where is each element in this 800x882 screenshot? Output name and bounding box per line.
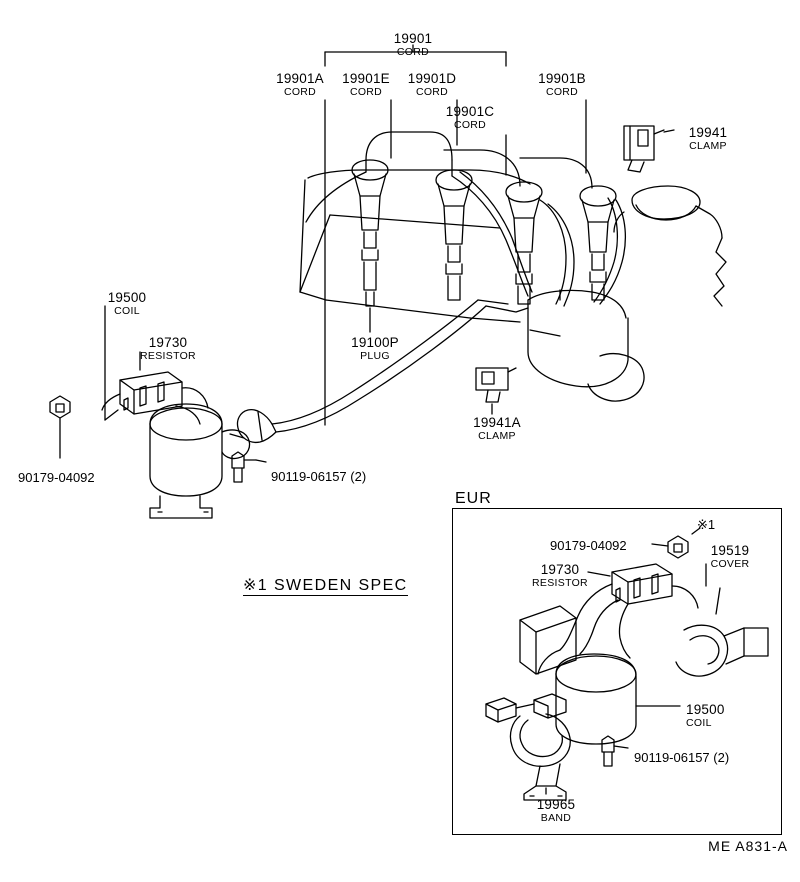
part-label-19901C: 19901C CORD — [445, 104, 495, 131]
part-label-19941A: 19941A CLAMP — [473, 415, 521, 442]
clamp-19941 — [624, 126, 664, 172]
part-number-90119-06157-eur: 90119-06157 (2) — [634, 750, 730, 765]
part-label-19500-eur: 19500 COIL — [686, 702, 725, 729]
part-label-19100P: 19100P PLUG — [351, 335, 399, 362]
cord-19901A-to-coil — [272, 300, 478, 424]
part-label-19941: 19941 CLAMP — [688, 125, 728, 152]
sweden-spec-note — [243, 575, 408, 595]
part-number-90179-04092: 90179-04092 — [18, 470, 95, 485]
part-label-19901B: 19901B CORD — [538, 71, 586, 98]
leader-19941 — [664, 130, 674, 132]
clamp-19941A — [476, 368, 516, 402]
part-number-90119-06157: 90119-06157 (2) — [271, 469, 367, 484]
valve-cover-front-edge — [326, 300, 470, 318]
diagram-footer-code: ME A831-A — [708, 838, 788, 854]
distributor-cap-side — [588, 354, 644, 401]
part-label-19901A: 19901A CORD — [276, 71, 324, 98]
part-label-19500: 19500 COIL — [107, 290, 147, 317]
part-label-19901: 19901 CORD — [393, 31, 433, 58]
distributor-cap-top — [632, 186, 700, 219]
sweden-spec-text: SWEDEN SPEC — [273, 577, 408, 594]
cord-to-dist-1 — [540, 200, 566, 304]
cord-19901D — [444, 150, 520, 186]
part-label-19730: 19730 RESISTOR — [140, 335, 196, 362]
eur-section-label: EUR — [455, 490, 492, 507]
distributor-housing-top — [528, 290, 626, 318]
part-label-19901D: 19901D CORD — [407, 71, 457, 98]
cord-19901A-19901E — [366, 132, 452, 160]
sweden-spec-symbol: ※1 — [243, 577, 269, 594]
valve-cover-ridge — [330, 215, 500, 228]
part-label-19730-eur: 19730 RESISTOR — [532, 562, 588, 589]
sweden-spec-marker-eur: ※1 — [697, 517, 716, 532]
part-label-19965: 19965 BAND — [536, 797, 576, 824]
part-number-90179-04092-eur: 90179-04092 — [550, 538, 627, 553]
valve-cover-top-edge — [308, 170, 530, 184]
cord-19901B — [520, 158, 592, 188]
distributor-housing — [528, 300, 628, 387]
spark-plug-boots — [352, 160, 616, 306]
part-label-19901E: 19901E CORD — [342, 71, 390, 98]
part-label-19519: 19519 COVER — [710, 543, 750, 570]
